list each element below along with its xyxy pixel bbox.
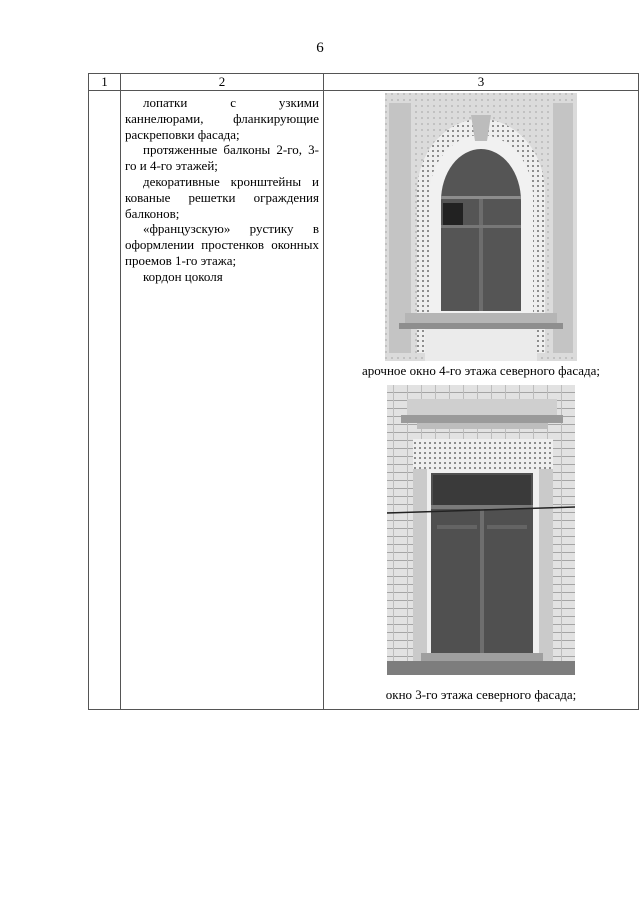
column-header-2: 2 <box>121 74 324 91</box>
photos-cell <box>324 91 639 710</box>
feature-paragraph: лопатки с узкими каннелюрами, фланкирующие раскреповки фасада; <box>125 95 319 142</box>
column-header-3: 3 <box>324 74 639 91</box>
column-header-1: 1 <box>89 74 121 91</box>
rectangular-window-photo <box>387 385 575 675</box>
feature-paragraph: «французскую» рустику в оформлении простенков оконных проемов 1-го этажа; <box>125 221 319 268</box>
table-header-row <box>89 74 639 91</box>
feature-paragraph: декоративные кронштейны и кованые решетки ограждения балконов; <box>125 173 319 221</box>
features-text-cell <box>121 91 324 710</box>
feature-paragraph: протяженные балконы 2-го, 3-го и 4-го этажей; <box>125 142 319 174</box>
page-number: 6 <box>316 40 324 56</box>
row-number-cell <box>89 91 121 710</box>
photo-caption: окно 3-го этажа северного фасада; <box>385 687 577 702</box>
photo-caption: арочное окно 4-го этажа северного фасада; <box>361 363 601 378</box>
description-table <box>88 73 639 710</box>
table-row <box>89 91 639 710</box>
arched-window-photo <box>385 93 577 361</box>
feature-paragraph: кордон цоколя <box>143 268 223 284</box>
